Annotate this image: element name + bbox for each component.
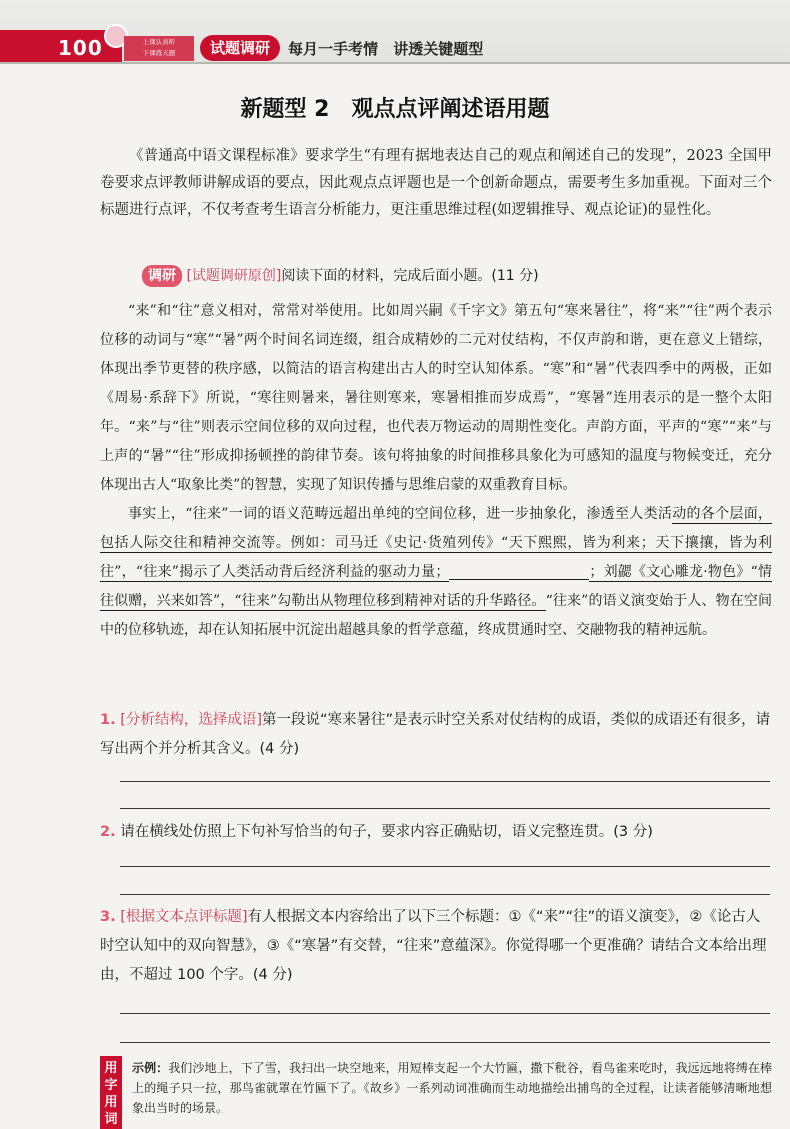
- question-1-tag: [分析结构，选择成语]: [120, 712, 263, 728]
- intro-paragraph: 《普通高中语文课程标准》要求学生“有理有据地表达自己的观点和阐述自己的发现”，2023 全国甲卷要求点评教师讲解成语的要点，因此观点点评题也是一个创新命题点，需要考生多加重视。下面对三个标题进行点评，不仅考查考生语言分析能力，更注重思维过程(如逻辑推导、观点论证)的显性化。: [100, 148, 772, 218]
- answer-line-3a[interactable]: [120, 1013, 770, 1014]
- side-tab: 用字用词: [100, 1056, 122, 1129]
- answer-line-1b[interactable]: [120, 808, 770, 809]
- header-slogan: 每月一手考情 讲透关键题型: [288, 40, 484, 58]
- answer-line-1a[interactable]: [120, 781, 770, 782]
- footnote-text: 我们沙地上，下了雪，我扫出一块空地来，用短棒支起一个大竹匾，撒下秕谷，看鸟雀来吃时，我远远地将缚在棒上的绳子只一拉，那鸟雀就罩在竹匾下了。《故乡》一系列动词准确而生动地描绘出捕鸟的全过程，让读者能够清晰地想象出当时的场景。: [132, 1061, 772, 1115]
- answer-line-3b[interactable]: [120, 1042, 770, 1043]
- question-2-number: 2.: [100, 824, 116, 840]
- footnote-label: 示例：: [132, 1061, 169, 1075]
- passage-underlined-3: ；刘勰《文心雕龙·物色》“情往似赠，兴来如答”，“往来”勾勒出从物理位移到精神对话的升华路径。: [100, 564, 772, 609]
- question-3-tag: [根据文本点评标题]: [120, 909, 248, 925]
- motto-line-2: 下课练天题: [142, 49, 176, 57]
- page-number: 100: [58, 36, 103, 60]
- passage-p2-lead: 事实上，“往来”一词的语义范畴远超出单纯的空间位移，进一步抽象化，渗透至人类活: [128, 506, 673, 522]
- question-3-number: 3.: [100, 909, 116, 925]
- brand-label: 试题调研: [200, 35, 280, 61]
- task-text: 阅读下面的材料，完成后面小题。(11 分): [281, 268, 539, 284]
- footnote-example: [132, 1058, 772, 1118]
- motto-line-1: 上课认真听: [142, 38, 176, 46]
- question-2: [100, 818, 772, 847]
- answer-line-2b[interactable]: [120, 894, 770, 895]
- motto-box: [124, 36, 194, 61]
- question-1-number: 1.: [100, 712, 116, 728]
- task-tag: 调研: [142, 265, 182, 287]
- question-2-text: 请在横线处仿照上下句补写恰当的句子，要求内容正确贴切，语义完整连贯。(3 分): [120, 824, 653, 840]
- passage-p2-tail: “往来”的语义演变始于人、物在空间中的位移轨迹，却在认知拓展中沉淀出超越具象的哲学意蕴，终成贯通时空、交融物我的精神远航。: [100, 593, 772, 638]
- passage-paragraph-2: [100, 500, 772, 645]
- page-title: 新题型 2 观点点评阐述语用题: [240, 97, 550, 122]
- passage-underlined-2: 司马迁《史记·货殖列传》“天下熙熙，皆为利来；天下攘攘，皆为利往”，“往来”揭示了人类活动背后经济利益的驱动力量；: [100, 535, 773, 580]
- question-1-text: 第一段说“寒来暑往”是表示时空关系对仗结构的成语，类似的成语还有很多，请写出两个并分析其含义。(4 分): [100, 712, 771, 757]
- question-1: [100, 706, 772, 764]
- reading-passage: [100, 297, 772, 645]
- fill-blank-line[interactable]: [449, 561, 589, 580]
- task-source: [试题调研原创]: [186, 268, 282, 284]
- passage-paragraph-1: “来”和“往”意义相对，常常对举使用。比如周兴嗣《千字文》第五句“寒来暑往”，将“来”“往”两个表示位移的动词与“寒”“暑”两个时间名词连缀，组合成精妙的二元对仗结构，不仅声韵和谐，更在意义上错综，体现出季节更替的秩序感，以简洁的语言构建出古人的时空认知体系。“寒”和“暑”代表四季中的两极，正如《周易·系辞下》所说，“寒往则暑来，暑往则寒来，寒暑相推而岁成焉”，“寒暑”连用表示的是一整个太阳年。“来”与“往”则表示空间位移的双向过程，也代表万物运动的周期性变化。声韵方面，平声的“寒”“来”与上声的“暑”“往”形成抑扬顿挫的韵律节奏。该句将抽象的时间推移具象化为可感知的温度与物候变迁，充分体现出古人“取象比类”的智慧，实现了知识传播与思维启蒙的双重教育目标。: [100, 303, 772, 493]
- passage-underlined-1: 动的各个层面，包括人际交往和精神交流等。例如：: [100, 506, 773, 551]
- answer-line-2a[interactable]: [120, 866, 770, 867]
- task-instruction: [142, 263, 772, 289]
- question-3: [100, 903, 772, 990]
- question-3-text: 有人根据文本内容给出了以下三个标题：①《“来”“往”的语义演变》，②《论古人时空认知中的双向智慧》，③《“寒暑”有交替，“往来”意蕴深》。你觉得哪一个更准确？请结合文本给出理由，不超过 100 个字。(4 分): [100, 909, 767, 983]
